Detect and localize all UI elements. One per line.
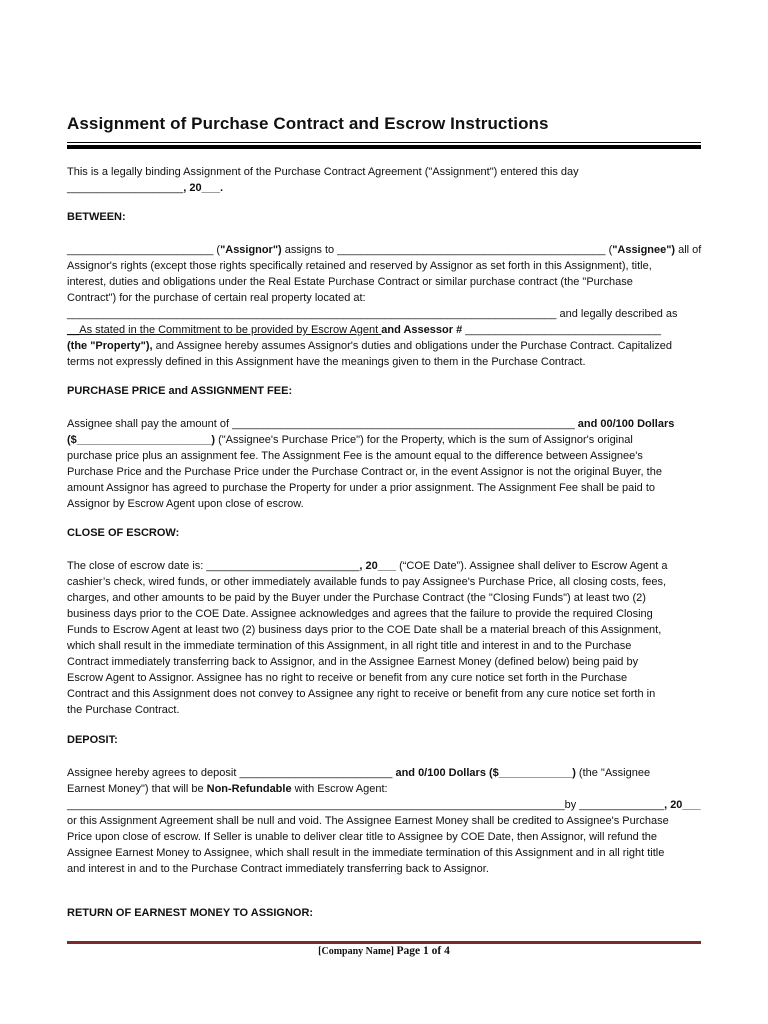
title-rule [67, 142, 701, 143]
intro-line: This is a legally binding Assignment of the Purchase Contract Agreement ("Assignment") entered this day [67, 166, 579, 178]
title-rule-thick [67, 145, 701, 149]
close-of-escrow-heading: CLOSE OF ESCROW: [67, 527, 180, 539]
property-address-line: ________________________________________________________________________________ and legally described as [67, 308, 678, 320]
purchase-price-paragraph: Assignee shall pay the amount of ________________________________________________________ and 00/100 Dollars ($______________________) ("Assignee's Purchase Price") for the Property, which is the sum of Assignor's original purchase price plus an assignment fee. The Assignment Fee is the amount equal to the difference between Assignee's Purchase Price and the Purchase Price under the Purchase Contract or, in the event Assignor is not the original Buyer, the amount Assignor has agreed to purchase the Property for under a prior assignment. The Assignment Fee shall be paid to Assignor by Escrow Agent upon close of escrow. [67, 418, 675, 510]
between-paragraph: ________________________ ("Assignor") assigns to ____________________________________________ ("Assignee") all of Assignor's rights (except those rights specifically retained and reserved by Assignor as set forth in this Assignment), title, interest, duties and obligations under the Real Estate Purchase Contract or similar purchase contract (the "Purchase Contract") for the purchase of certain real property located at: ________________________________________________________________________________ and legally described as __As stated in the Commitment to be provided by Escrow Agent and Assessor # ________________________________ (the "Property"), and Assignee hereby assumes Assignor's duties and obligations under the Purchase Contract. Capitalized terms not expressly defined in this Assignment have the meanings given to them in the Purchase Contract. [67, 244, 702, 368]
deposit-heading: DEPOSIT: [67, 734, 118, 746]
footer-rule [67, 941, 701, 944]
close-of-escrow-paragraph: The close of escrow date is: _________________________, 20___ (“COE Date”). Assignee shall deliver to Escrow Agent a cashier’s check, wired funds, or other immediately available funds to pay Assignee's Purchase Price, all closing costs, fees, charges, and other amounts to be paid by the Buyer under the Purchase Contract (the "Closing Funds") at least two (2) business days prior to the COE Date. Assignee acknowledges and agrees that the failure to provide the required Closing Funds to Escrow Agent at least two (2) business days prior to the COE Date shall be a material breach of this Assignment, which shall result in the immediate termination of this Assignment, in all right title and interest in and to the Purchase Contract immediately transferring back to Assignor, and in the Assignee Earnest Money (defined below) being paid by Escrow Agent to Assignor. Assignee has no right to receive or benefit from any cure notice set forth in the Purchase Contract and this Assignment does not convey to Assignee any right to receive or benefit from any cure notice set forth in the Purchase Contract. [67, 560, 668, 716]
return-earnest-money-heading: RETURN OF EARNEST MONEY TO ASSIGNOR: [67, 907, 314, 919]
year-blank: , 20___. [183, 182, 224, 194]
document-page [67, 0, 701, 1024]
company-name: [Company Name] [318, 946, 394, 957]
page-footer [67, 945, 701, 957]
deposit-paragraph: Assignee hereby agrees to deposit _________________________ and 0/100 Dollars ($____________) (the "Assignee Earnest Money") that will be Non-Refundable with Escrow Agent: __________________________________________________________________________________by ______________, 20___ or this Assignment Agreement shall be null and void. The Assignee Earnest Money shall be credited to Assignee's Purchase Price upon close of escrow. If Seller is unable to deliver clear title to Assignee by COE Date, then Assignor, will refund the Assignee Earnest Money to Assignee, which shall result in the immediate termination of this Assignment and in all right title and interest in and to the Purchase Contract immediately transferring back to Assignor. [67, 767, 701, 875]
between-heading: BETWEEN: [67, 211, 126, 223]
date-blank: ___________________ [67, 182, 184, 194]
intro-date-line [67, 180, 701, 196]
purchase-price-heading: PURCHASE PRICE and ASSIGNMENT FEE: [67, 385, 293, 397]
intro-paragraph [67, 164, 701, 196]
parties-line: ________________________ ("Assignor") assigns to ____________________________________________ ("Assignee") all of [67, 244, 702, 256]
page-number: Page 1 of 4 [396, 945, 450, 957]
legal-description-line: __As stated in the Commitment to be provided by Escrow Agent and Assessor # ________________________________ [67, 324, 662, 336]
document-title: Assignment of Purchase Contract and Escrow Instructions [67, 114, 549, 133]
